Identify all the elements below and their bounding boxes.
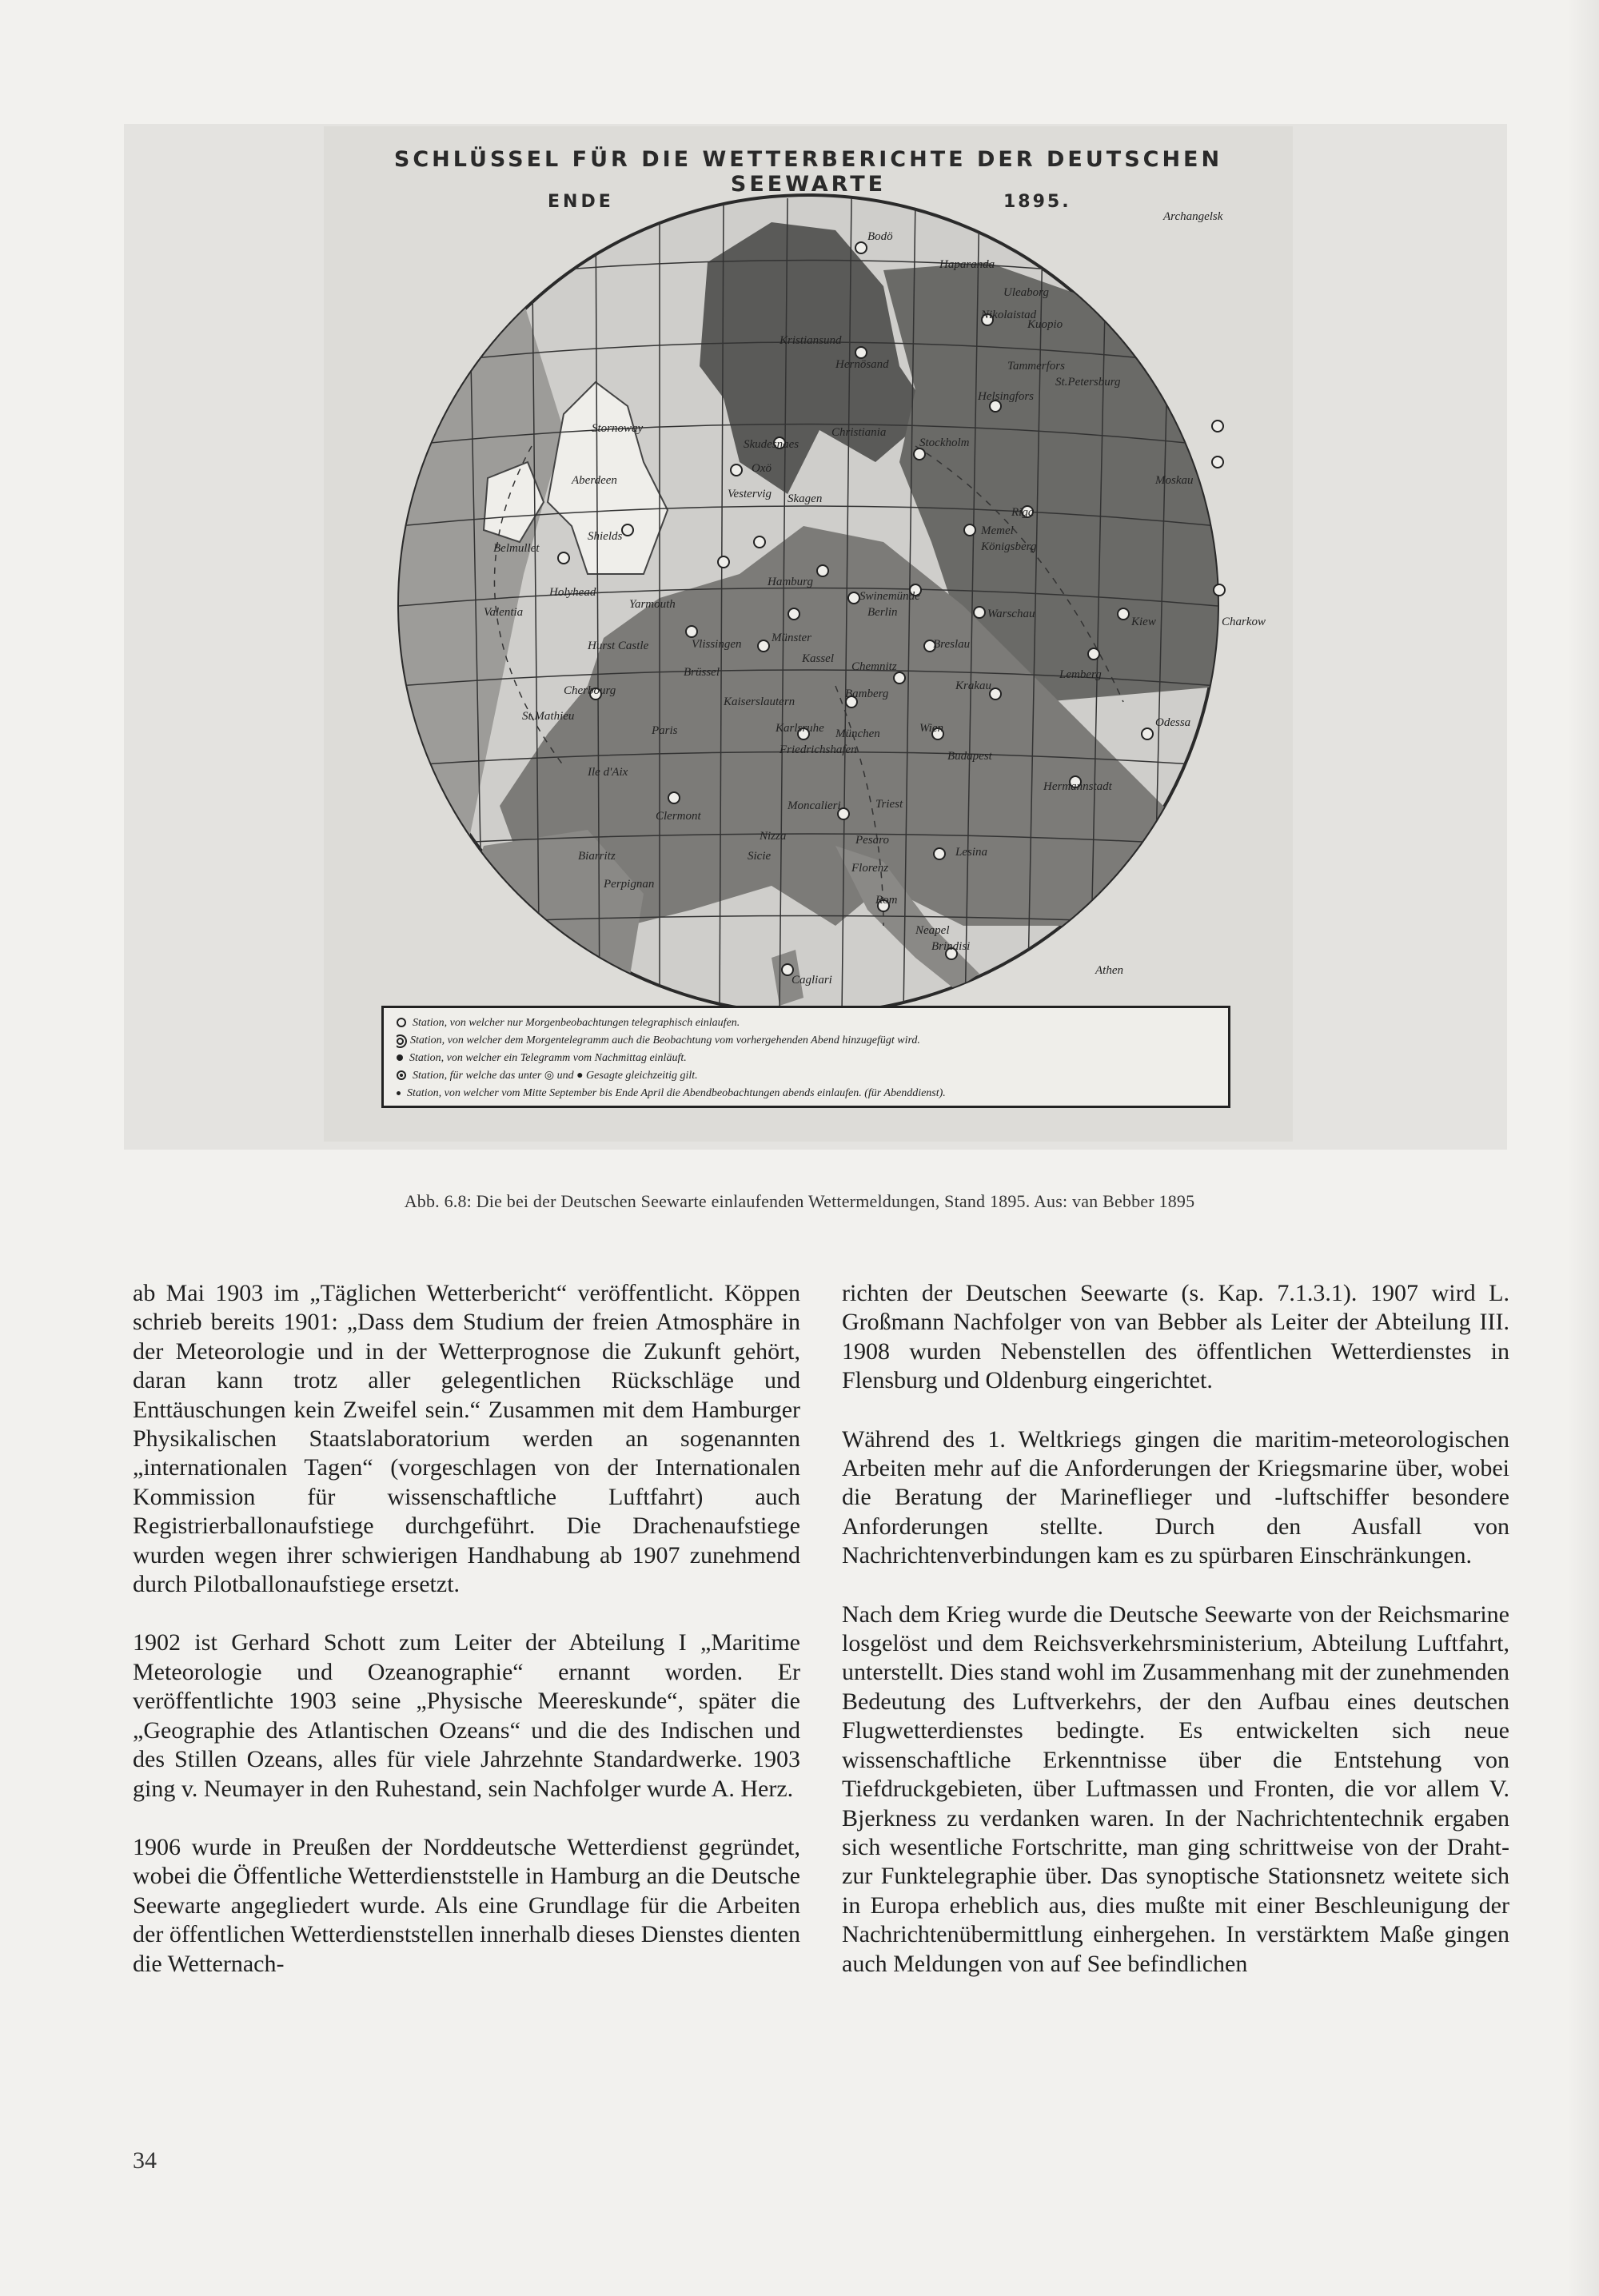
paragraph: Nach dem Krieg wurde die Deutsche Seewarte von der Reichsmarine losgelöst und dem Reichsverkehrsministerium, Abteilung Luftfahrt, unterstellt. Dies stand wohl im Zusammenhang mit der zunehmenden Bedeutung des Luftverkehrs, der den Aufbau eines deutschen Flugwetterdienstes bedingte. Es entwickelten sich neue wissenschaftliche Erkenntnisse über die Entstehung von Tiefdruckgebieten, über Luftmassen und Fronten, die vor allem V. Bjerkness zu verdanken waren. In der Nachrichtentechnik ergaben sich wesentliche Fortschritte, man ging schrittweise von der Draht- zur Funktelegraphie über. Das synoptische Stationsnetz weitete sich in Europa erheblich aus, dies mußte mit einer Beschleunigung der Nachrichtenübermittlung einhergehen. In verstärktem Maße gingen auch Meldungen von auf See befindlichen (842, 1600, 1509, 1977)
place-label: Moskau (1155, 474, 1194, 487)
place-label: Lemberg (1059, 668, 1102, 681)
place-label: Stornoway (592, 422, 644, 435)
paragraph: ab Mai 1903 im „Täglichen Wetterbericht“ veröffentlicht. Köppen schrieb bereits 1901: „Dass dem Studium der freien Atmosphäre in der Meteorologie und in der Wetterprognose die Zukunft gehört, daran kann trotz aller gelegentlichen Rückschläge und Enttäuschungen kein Zweifel sein.“ Zusammen mit dem Hamburger Physikalischen Staatslaboratorium werden an sogenannten „internationalen Tagen“ (vorgeschlagen von der Internationalen Kommission für wissenschaftliche Luftfahrt) auch Registrierballonaufstiege durchgeführt. Die Drachenaufstiege wurden wegen ihrer schwierigen Handhabung ab 1907 zunehmend durch Pilotballonaufstiege ersetzt. (133, 1280, 800, 1598)
weather-station-map (324, 126, 1293, 1142)
place-label: Skagen (788, 492, 823, 505)
place-label: Budapest (947, 750, 992, 763)
legend-text: Station, von welcher vom Mitte September bis Ende April die Abendbeobachtungen abends einlaufen. (für Abenddienst). (407, 1087, 946, 1099)
place-label: Archangelsk (1163, 210, 1223, 223)
place-label: Brindisi (931, 940, 971, 953)
page-number: 34 (133, 2147, 157, 2174)
place-label: Chemnitz (851, 660, 897, 673)
figure-caption: Abb. 6.8: Die bei der Deutschen Seewarte einlaufenden Wettermeldungen, Stand 1895. Aus: van Bebber 1895 (404, 1191, 1195, 1211)
place-label: Vestervig (728, 488, 772, 500)
place-label: Bodö (867, 230, 893, 243)
place-label: Odessa (1155, 716, 1191, 729)
place-label: Rom (875, 894, 898, 907)
place-label: Riga (1011, 506, 1035, 519)
place-label: Shields (588, 530, 623, 543)
place-label: Karlsruhe (776, 722, 824, 735)
text-column-right (842, 1279, 1509, 2008)
place-label: Kuopio (1027, 318, 1063, 331)
place-label: Florenz (851, 862, 889, 875)
place-label: Oxö (752, 462, 772, 475)
place-label: Kiew (1131, 616, 1156, 628)
place-label: Cherbourg (564, 684, 616, 697)
place-label: München (835, 727, 880, 740)
place-label: Belmullet (493, 542, 540, 555)
target-circle-icon (397, 1070, 406, 1080)
place-label: Clermont (656, 810, 701, 823)
legend-text: Station, von welcher ein Telegramm vom Nachmittag einläuft. (409, 1052, 687, 1064)
place-label: Holyhead (549, 586, 596, 599)
place-label: Pesaro (855, 834, 889, 847)
place-label: Moncalieri (788, 799, 841, 812)
place-label: Münster (772, 632, 811, 644)
legend-row (397, 1085, 1215, 1102)
place-label: Neapel (915, 924, 950, 937)
legend-row (397, 1067, 1215, 1085)
place-label: Bamberg (845, 688, 889, 700)
page-edge-shadow (1567, 0, 1599, 2296)
place-label: Uleaborg (1003, 286, 1049, 299)
place-label: Biarritz (578, 850, 616, 863)
map-subtitle-year: 1895. (1003, 192, 1071, 212)
place-label: Aberdeen (572, 474, 617, 487)
paragraph: 1906 wurde in Preußen der Norddeutsche Wetterdienst gegründet, wobei die Öffentliche Wetterdienststelle in Hamburg an die Deutsche Seewarte angegliedert wurde. Als eine Grundlage für die Arbeiten der öffentlichen Wetterdienststellen innerhalb dieses Dienstes dienten die Wetternach- (133, 1833, 800, 1977)
place-label: Ile d'Aix (588, 766, 628, 779)
place-label: Brüssel (684, 666, 720, 679)
place-label: Christiania (831, 426, 887, 439)
place-label: Wien (919, 722, 943, 735)
place-label: Sicie (748, 850, 772, 863)
legend-text: Station, von welcher nur Morgenbeobachtungen telegraphisch einlaufen. (413, 1017, 740, 1029)
place-label: Nizza (760, 830, 787, 843)
place-label: Kristiansund (780, 334, 842, 347)
paragraph: 1902 ist Gerhard Schott zum Leiter der Abteilung I „Maritime Meteorologie und Ozeanographie“ ernannt worden. Er veröffentlichte 1903 seine „Physische Meereskunde“, später die „Geographie des Atlantischen Ozeans“ und die des Indischen und des Stillen Ozeans, alles für viele Jahrzehnte Standardwerke. 1903 ging v. Neumayer in den Ruhestand, sein Nachfolger wurde A. Herz. (133, 1629, 800, 1802)
place-label: Lesina (955, 846, 988, 859)
place-label: Vlissingen (692, 638, 742, 651)
map-title: SCHLÜSSEL FÜR DIE WETTERBERICHTE DER DEUTSCHEN SEEWARTE (393, 147, 1223, 197)
paragraph: richten der Deutschen Seewarte (s. Kap. 7.1.3.1). 1907 wird L. Großmann Nachfolger von van Bebber als Leiter der Abteilung III. 1908 wurden Nebenstellen des öffentlichen Wetterdienstes in Flensburg und Oldenburg eingerichtet. (842, 1280, 1509, 1394)
place-label: Helsingfors (978, 390, 1035, 403)
map-legend (381, 1006, 1230, 1108)
place-label: Valentia (484, 606, 524, 619)
place-label: Haparanda (939, 258, 995, 271)
legend-row (397, 1050, 1215, 1067)
legend-row (397, 1032, 1215, 1050)
open-circle-icon (397, 1018, 406, 1027)
place-label: Königsberg (981, 540, 1037, 553)
place-label: Warschau (987, 608, 1035, 620)
place-label: Paris (652, 724, 678, 737)
legend-row (397, 1014, 1215, 1032)
place-label: Hernösand (835, 358, 889, 371)
place-label: St.Petersburg (1055, 376, 1121, 389)
paragraph: Während des 1. Weltkriegs gingen die maritim-meteorologischen Arbeiten mehr auf die Anforderungen der Kriegsmarine über, wobei die Beratung der Marineflieger und -luftschiffer besondere Anforderungen stellte. Durch den Ausfall von Nachrichtenverbindungen kam es zu spürbaren Einschränkungen. (842, 1425, 1509, 1569)
place-label: Kassel (802, 652, 835, 665)
double-circle-icon (397, 1038, 404, 1045)
place-label: Triest (875, 798, 903, 811)
place-label: Friedrichshafen (780, 743, 857, 756)
place-label: Athen (1095, 964, 1123, 977)
legend-text: Station, für welche das unter ◎ und ● Gesagte gleichzeitig gilt. (413, 1070, 698, 1082)
place-label: Stockholm (919, 436, 970, 449)
small-dot-icon (397, 1091, 401, 1095)
place-label: Nikolaistad (981, 309, 1037, 321)
place-label: Yarmouth (629, 598, 676, 611)
place-label: Skudesnaes (744, 438, 800, 451)
map-subtitle-ende: ENDE (548, 192, 614, 212)
legend-text: Station, von welcher dem Morgentelegramm auch die Beobachtung vom vorhergehenden Abend hinzugefügt wird. (410, 1034, 920, 1046)
place-label: Hamburg (768, 576, 813, 588)
place-label: Swinemünde (859, 590, 920, 603)
text-column-left (133, 1279, 800, 2008)
place-label: St.Mathieu (522, 710, 575, 723)
place-label: Kaiserslautern (724, 696, 796, 708)
place-label: Perpignan (604, 878, 655, 891)
filled-dot-icon (397, 1054, 403, 1061)
place-label: Memel (981, 524, 1014, 537)
place-label: Cagliari (792, 974, 832, 987)
place-label: Tammerfors (1007, 360, 1065, 373)
place-label: Breslau (933, 638, 971, 651)
place-label: Charkow (1222, 616, 1266, 628)
place-label: Krakau (955, 680, 991, 692)
place-label: Berlin (867, 606, 898, 619)
place-label: Hurst Castle (588, 640, 649, 652)
place-label: Hermannstadt (1043, 780, 1112, 793)
